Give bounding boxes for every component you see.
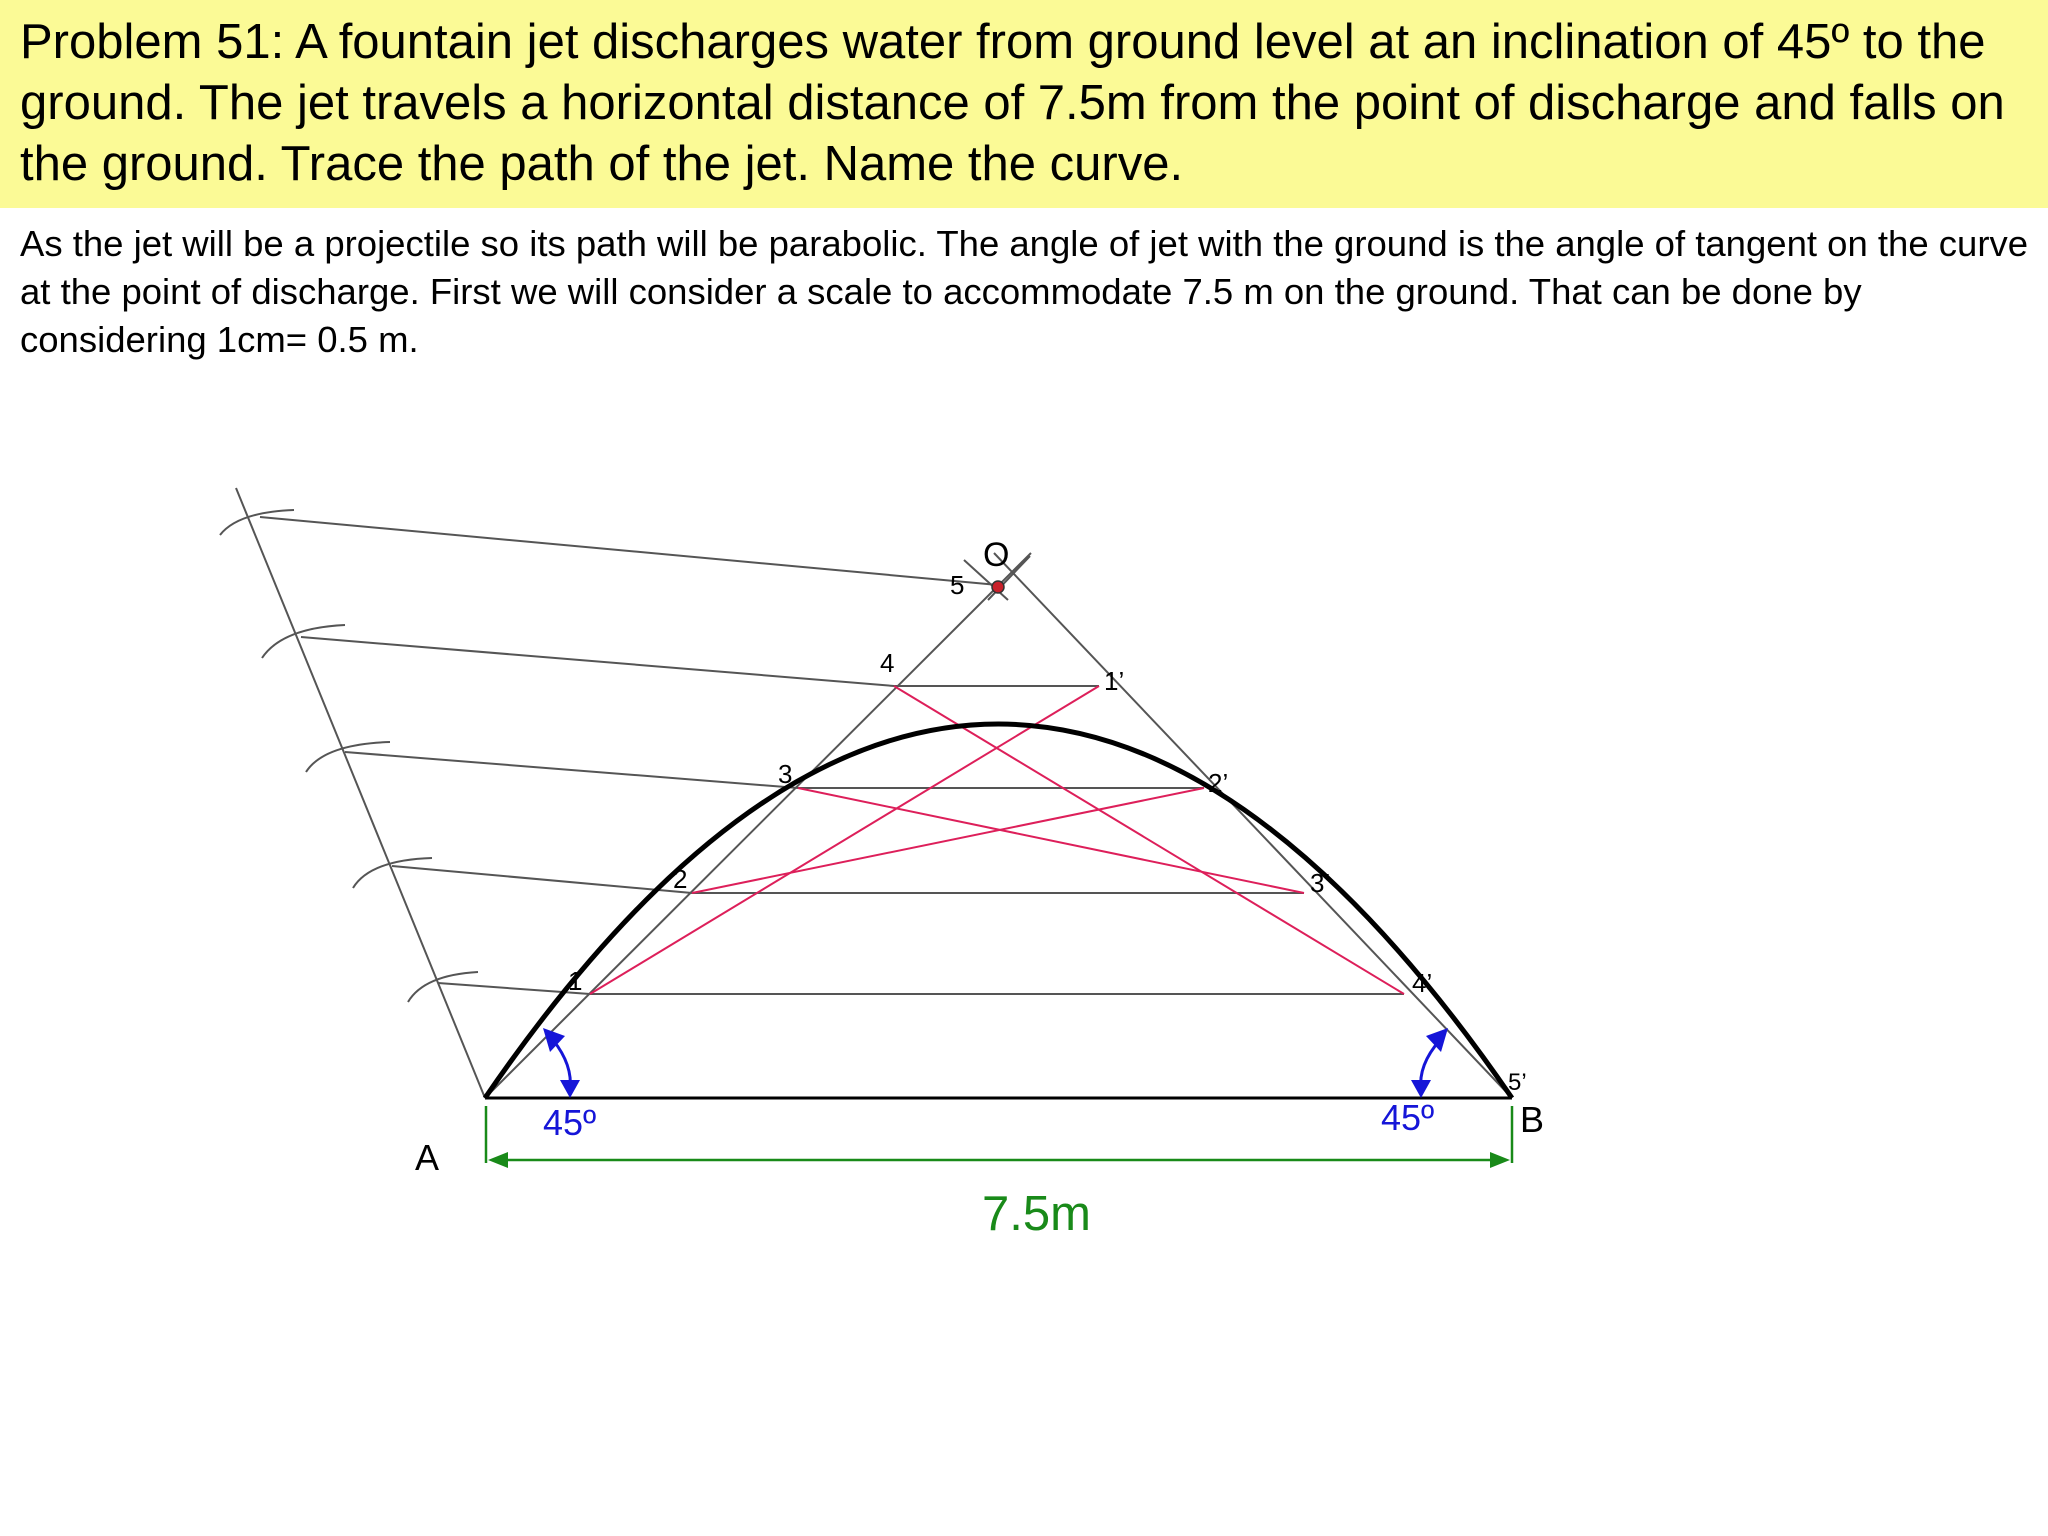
left-end-label: A	[415, 1137, 440, 1178]
explanation-paragraph: As the jet will be a projectile so its path will be parabolic. The angle of jet with the ground is the angle of tangent on the curve at the point of discharge. First we will consider a scale to accommodate 7.5 m on the ground. That can be done by considering 1cm= 0.5 m.	[20, 223, 2029, 360]
transfer-line-2	[392, 866, 692, 893]
dimension-arrow-right	[1490, 1152, 1510, 1168]
transfer-line-4	[301, 637, 894, 686]
span-label: 7.5m	[982, 1187, 1091, 1241]
left-division-5: 5	[950, 570, 965, 600]
construction-lines	[220, 488, 1512, 1098]
span-dimension	[486, 1106, 1512, 1163]
left-division-1: 1	[568, 966, 583, 996]
tangent-4-1p	[894, 686, 1404, 994]
problem-statement	[0, 0, 2048, 208]
parabola-curve	[485, 724, 1512, 1098]
left-angle-label: 45º	[543, 1102, 597, 1143]
left-division-4: 4	[880, 648, 895, 678]
right-division-3: 3’	[1310, 868, 1331, 898]
apex-point	[992, 581, 1004, 593]
right-division-1: 1’	[1104, 666, 1125, 696]
tangent-2-3p	[692, 788, 1204, 893]
right-tangent-line	[994, 553, 1512, 1098]
right-division-4: 4’	[1412, 968, 1433, 998]
problem-text: Problem 51: A fountain jet discharges water from ground level at an inclination of 45º to the ground. The jet travels a horizontal distance of 7.5m from the point of discharge and falls on the ground. Trace the path of the jet. Name the curve.	[20, 15, 2005, 191]
auxiliary-inclined-line	[236, 488, 485, 1098]
right-division-5: 5’	[1508, 1069, 1527, 1096]
transfer-line-3	[345, 752, 798, 788]
left-tangent-line	[485, 553, 1031, 1098]
right-division-2: 2’	[1208, 768, 1229, 798]
tangent-3-2p	[798, 788, 1304, 893]
compass-arc-5	[220, 510, 294, 535]
right-angle-label: 45º	[1381, 1097, 1435, 1138]
explanation-text	[20, 220, 2030, 364]
dimension-arrow-left	[488, 1152, 508, 1168]
tangent-1-4p	[590, 686, 1099, 994]
transfer-line-5	[260, 517, 998, 585]
right-angle-arrow-bottom	[1411, 1080, 1431, 1098]
left-angle-arrow-top	[543, 1028, 565, 1052]
apex-label: O	[983, 536, 1010, 574]
compass-arc-3	[306, 742, 390, 772]
left-angle-arrow-bottom	[560, 1080, 580, 1098]
right-angle-arrow-top	[1426, 1028, 1448, 1052]
right-end-label: B	[1520, 1099, 1545, 1140]
left-division-2: 2	[673, 864, 688, 894]
left-division-3: 3	[778, 759, 793, 789]
